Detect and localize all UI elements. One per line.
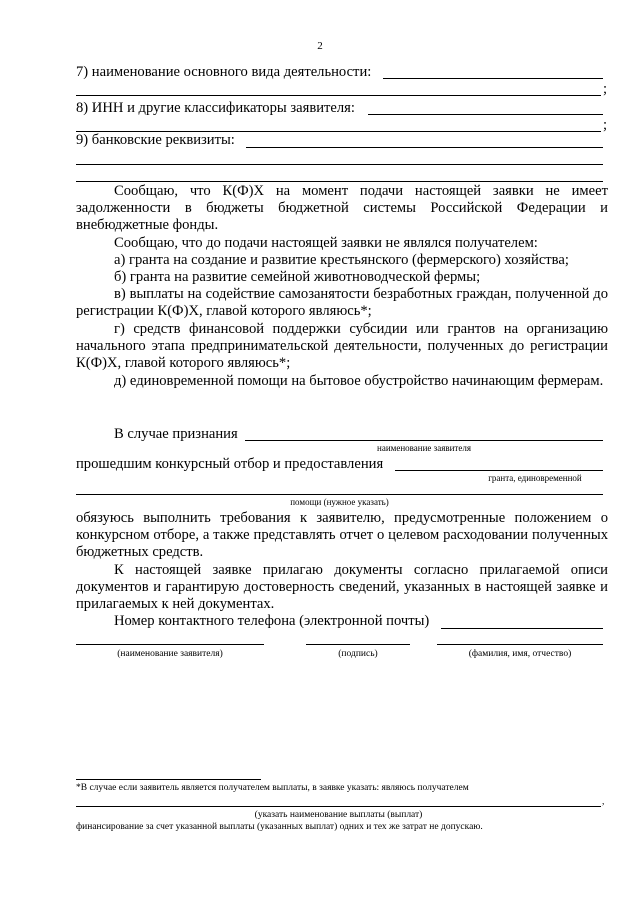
item-b: б) гранта на развитие семейной животноводческой фермы; bbox=[114, 269, 481, 285]
obligation-paragraph: обязуюсь выполнить требования к заявителю, предусмотренные положением о конкурсном отборе, а также представлять отчет о целевом расходовании полученных бюджетных средств. bbox=[76, 510, 608, 561]
help-line[interactable] bbox=[76, 494, 603, 495]
footnote-line-1: *В случае если заявитель является получателем выплаты, в заявке указать: являюсь получателем bbox=[76, 783, 469, 793]
footnote-payment-line[interactable] bbox=[76, 806, 601, 807]
help-caption: помощи (нужное указать) bbox=[290, 497, 389, 507]
sign-applicant-caption: (наименование заявителя) bbox=[117, 649, 223, 659]
applicant-name-caption: наименование заявителя bbox=[377, 443, 471, 453]
not-recipient-paragraph: Сообщаю, что до подачи настоящей заявки не являлся получателем: bbox=[114, 235, 538, 251]
inn-semicolon: ; bbox=[603, 117, 608, 133]
signature-line[interactable] bbox=[306, 644, 410, 645]
bank-input-line-2[interactable] bbox=[76, 164, 603, 165]
fullname-line[interactable] bbox=[437, 644, 603, 645]
bank-label: 9) банковские реквизиты: bbox=[76, 132, 235, 148]
activity-semicolon: ; bbox=[603, 81, 608, 97]
phone-line[interactable] bbox=[441, 628, 603, 629]
footnote-separator bbox=[76, 779, 261, 780]
activity-label: 7) наименование основного вида деятельности: bbox=[76, 64, 372, 80]
inn-input-line[interactable] bbox=[368, 114, 603, 115]
attach-paragraph: К настоящей заявке прилагаю документы согласно прилагаемой описи документов и гарантирую достоверность сведений, указанных в настоящей заявке и прилагаемых к ней документах. bbox=[76, 562, 608, 613]
passed-label: прошедшим конкурсный отбор и предоставления bbox=[76, 456, 384, 472]
grant-line[interactable] bbox=[395, 470, 603, 471]
item-d: г) средств финансовой поддержки субсидии или грантов на организацию начального этапа предпринимательской деятельности, полученных до регистрации К(Ф)Х, главой которого являюсь*; bbox=[76, 321, 608, 372]
bank-input-line[interactable] bbox=[246, 147, 603, 148]
activity-input-line[interactable] bbox=[383, 78, 603, 79]
item-a: а) гранта на создание и развитие крестьянского (фермерского) хозяйства; bbox=[114, 252, 569, 268]
item-e: д) единовременной помощи на бытовое обустройство начинающим фермерам. bbox=[114, 373, 604, 389]
applicant-name-line[interactable] bbox=[245, 440, 603, 441]
page-number: 2 bbox=[317, 40, 323, 52]
footnote-line-2: финансирование за счет указанной выплаты (указанных выплат) одних и тех же затрат не допускаю. bbox=[76, 822, 483, 832]
activity-input-line-2[interactable] bbox=[76, 95, 601, 96]
sign-applicant-line[interactable] bbox=[76, 644, 264, 645]
footnote-payment-caption: (указать наименование выплаты (выплат) bbox=[254, 810, 423, 820]
in-case-label: В случае признания bbox=[114, 426, 238, 442]
item-c: в) выплаты на содействие самозанятости безработных граждан, полученной до регистрации К(Ф)Х, главой которого являюсь*; bbox=[76, 286, 608, 320]
bank-input-line-3[interactable] bbox=[76, 181, 603, 182]
footnote-comma: , bbox=[602, 797, 605, 807]
phone-label: Номер контактного телефона (электронной почты) bbox=[114, 613, 430, 629]
grant-caption: гранта, единовременной bbox=[488, 473, 582, 483]
signature-caption: (подпись) bbox=[338, 649, 378, 659]
inn-label: 8) ИНН и другие классификаторы заявителя: bbox=[76, 100, 355, 116]
no-debt-paragraph: Сообщаю, что К(Ф)Х на момент подачи настоящей заявки не имеет задолженности в бюджеты бюджетной системы Российской Федерации и внебюджетные фонды. bbox=[76, 183, 608, 234]
fullname-caption: (фамилия, имя, отчество) bbox=[468, 649, 572, 659]
